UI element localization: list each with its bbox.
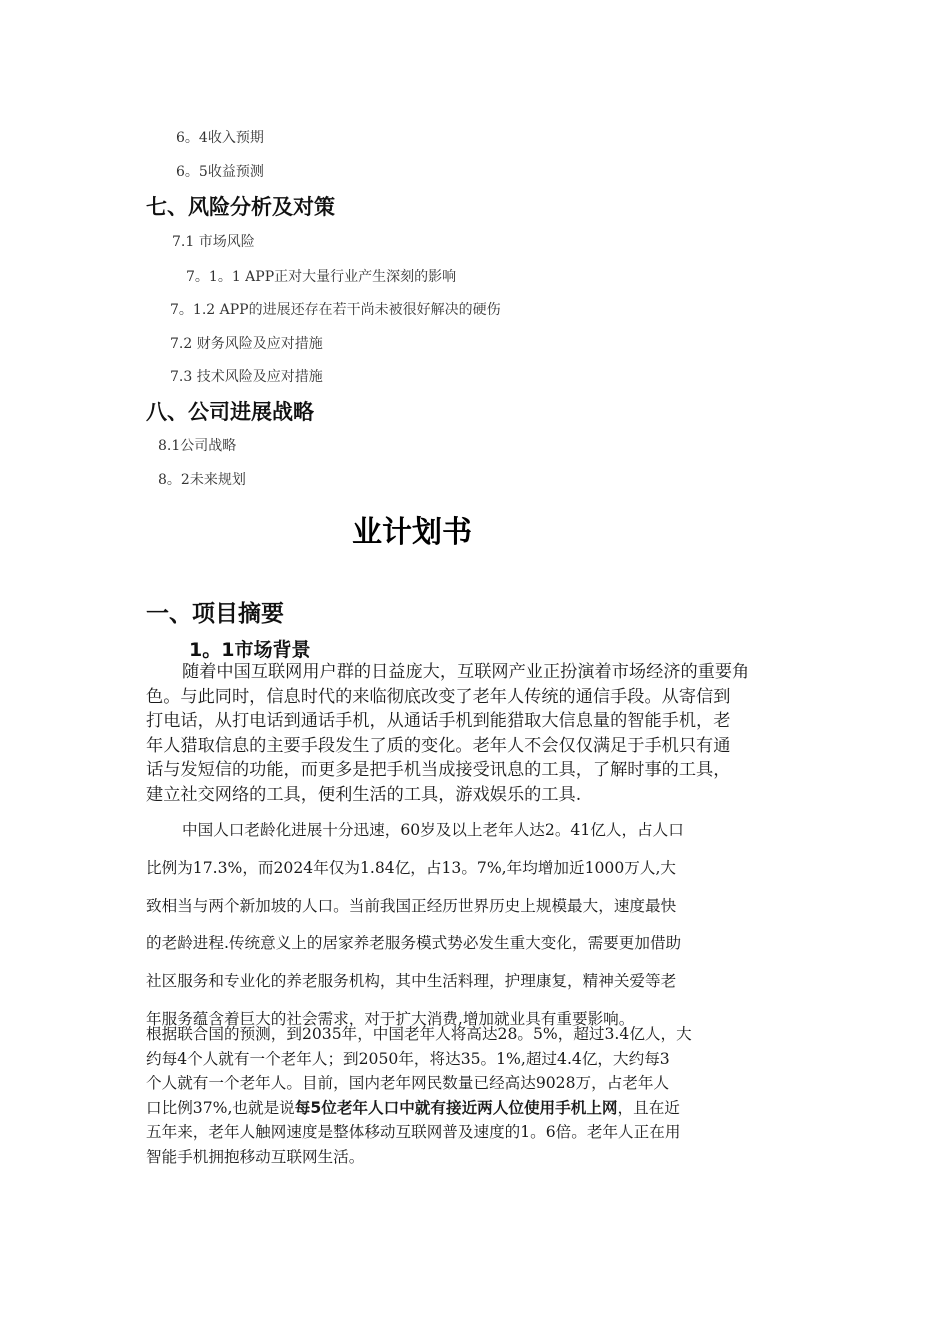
paragraph-line: 智能手机拥抱移动互联网生活。 [146, 1147, 365, 1166]
paragraph-line: 随着中国互联网用户群的日益庞大，互联网产业正扮演着市场经济的重要角 [182, 662, 750, 682]
toc-entry-8-2: 8。2未来规划 [158, 472, 246, 488]
toc-entry-8-1: 8.1公司战略 [158, 438, 237, 454]
paragraph-aging-population [146, 812, 806, 1039]
paragraph-line: 话与发短信的功能，而更多是把手机当成接受讯息的工具，了解时事的工具， [146, 760, 731, 780]
toc-entry-6-4: 6。4收入预期 [176, 130, 264, 146]
paragraph-line: 五年来，老年人触网速度是整体移动互联网普及速度的1。6倍。老年人正在用 [146, 1123, 681, 1142]
toc-entry-7-2: 7.2 财务风险及应对措施 [170, 336, 323, 352]
paragraph-line: 年人猎取信息的主要手段发生了质的变化。老年人不会仅仅满足于手机只有通 [146, 735, 731, 756]
paragraph-line-with-emphasis [146, 1096, 806, 1121]
emphasized-text: 每5位老年人口中就有接近两人位使用手机上网 [294, 1098, 618, 1117]
paragraph-line: 色。与此同时，信息时代的来临彻底改变了老年人传统的通信手段。从寄信到 [146, 686, 731, 707]
paragraph-market-background [146, 660, 806, 807]
paragraph-line: 年服务蕴含着巨大的社会需求，对于扩大消费,增加就业具有重要影响。 [146, 1009, 635, 1028]
toc-entry-7-1-2: 7。1.2 APP的进展还存在若干尚未被很好解决的硬伤 [170, 302, 501, 318]
toc-entry-7-1: 7.1 市场风险 [172, 234, 255, 250]
paragraph-line: 比例为17.3%，而2024年仅为1.84亿，占13。7%,年均增加近1000万人,大 [146, 858, 676, 877]
subsection-heading-market-background: 1。1市场背景 [189, 639, 311, 661]
paragraph-line: 中国人口老龄化进展十分迅速，60岁及以上老年人达2。41亿人，占人口 [182, 821, 684, 839]
toc-entry-7-3: 7.3 技术风险及应对措施 [170, 369, 323, 385]
paragraph-line: 社区服务和专业化的养老服务机构，其中生活料理，护理康复，精神关爱等老 [146, 972, 677, 991]
paragraph-line: 根据联合国的预测，到2035年，中国老年人将高达28。5%，超过3.4亿人，大 [146, 1025, 692, 1043]
paragraph-un-forecast [146, 1022, 806, 1170]
paragraph-line: 的老龄进程.传统意义上的居家养老服务模式势必发生重大变化，需要更加借助 [146, 934, 682, 953]
paragraph-line: 打电话，从打电话到通话手机，从通话手机到能猎取大信息量的智能手机，老 [146, 711, 731, 731]
paragraph-text: 口比例37%,也就是说 [146, 1098, 295, 1117]
paragraph-line: 个人就有一个老年人。目前，国内老年网民数量已经高达9028万，占老年人 [146, 1074, 670, 1093]
paragraph-line: 致相当与两个新加坡的人口。当前我国正经历世界历史上规模最大，速度最快 [146, 896, 677, 915]
toc-entry-7-1-1: 7。1。1 APP正对大量行业产生深刻的影响 [186, 269, 457, 285]
paragraph-text: ，且在近 [617, 1098, 680, 1117]
toc-chapter-8: 八、公司进展战略 [146, 400, 314, 424]
toc-entry-6-5: 6。5收益预测 [176, 164, 264, 180]
document-title: 业计划书 [352, 515, 472, 550]
toc-chapter-7: 七、风险分析及对策 [146, 195, 335, 219]
paragraph-line: 建立社交网络的工具，便利生活的工具，游戏娱乐的工具. [146, 784, 582, 805]
section-heading-summary: 一、项目摘要 [146, 601, 284, 627]
paragraph-line: 约每4个人就有一个老年人；到2050年，将达35。1%,超过4.4亿，大约每3 [146, 1049, 670, 1068]
